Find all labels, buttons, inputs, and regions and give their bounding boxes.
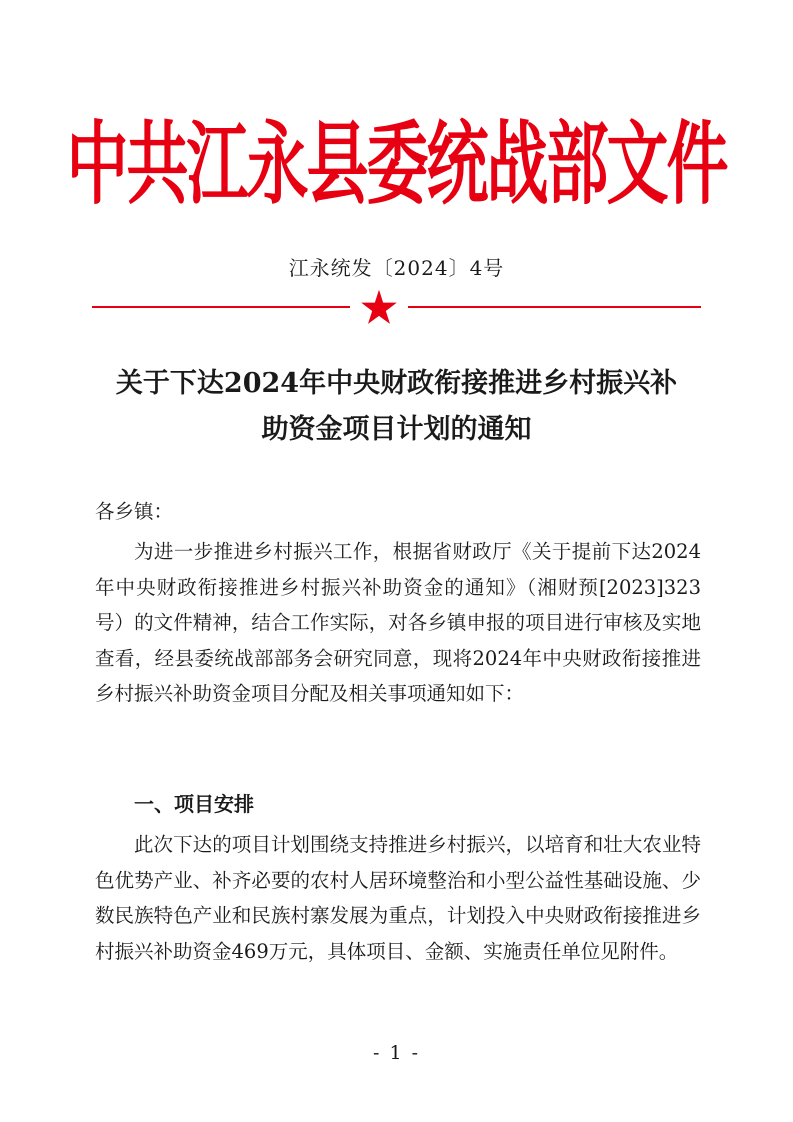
star-icon (360, 289, 398, 325)
notice-title-line-1: 关于下达2024年中央财政衔接推进乡村振兴补 (115, 368, 678, 399)
document-number: 江永统发〔2024〕4号 (288, 256, 505, 280)
body-paragraph-1: 为进一步推进乡村振兴工作，根据省财政厅《关于提前下达2024年中央财政衔接推进乡村振兴补助资金的通知》（湘财预[2023]323号）的文件精神，结合工作实际，对各乡镇申报的项目进行审核及实地查看，经县委统战部部务会研究同意，现将2024年中央财政衔接推进乡村振兴补助资金项目分配及相关事项通知如下： (95, 540, 701, 705)
section-heading-project-arrangement: 一、项目安排 (134, 792, 254, 816)
body-paragraph-2: 此次下达的项目计划围绕支持推进乡村振兴，以培育和壮大农业特色优势产业、补齐必要的农村人居环境整治和小型公益性基础设施、少数民族特色产业和民族村寨发展为重点，计划投入中央财政衔接推进乡村振兴补助资金469万元，具体项目、金额、实施责任单位见附件。 (95, 833, 701, 963)
notice-title-line-2: 助资金项目计划的通知 (261, 414, 532, 445)
red-divider-left (92, 306, 350, 308)
salutation: 各乡镇： (95, 500, 174, 523)
page-number: - 1 - (372, 1042, 420, 1064)
masthead-title: 中共江永县委统战部文件 (66, 110, 727, 217)
red-divider-right (408, 306, 701, 308)
